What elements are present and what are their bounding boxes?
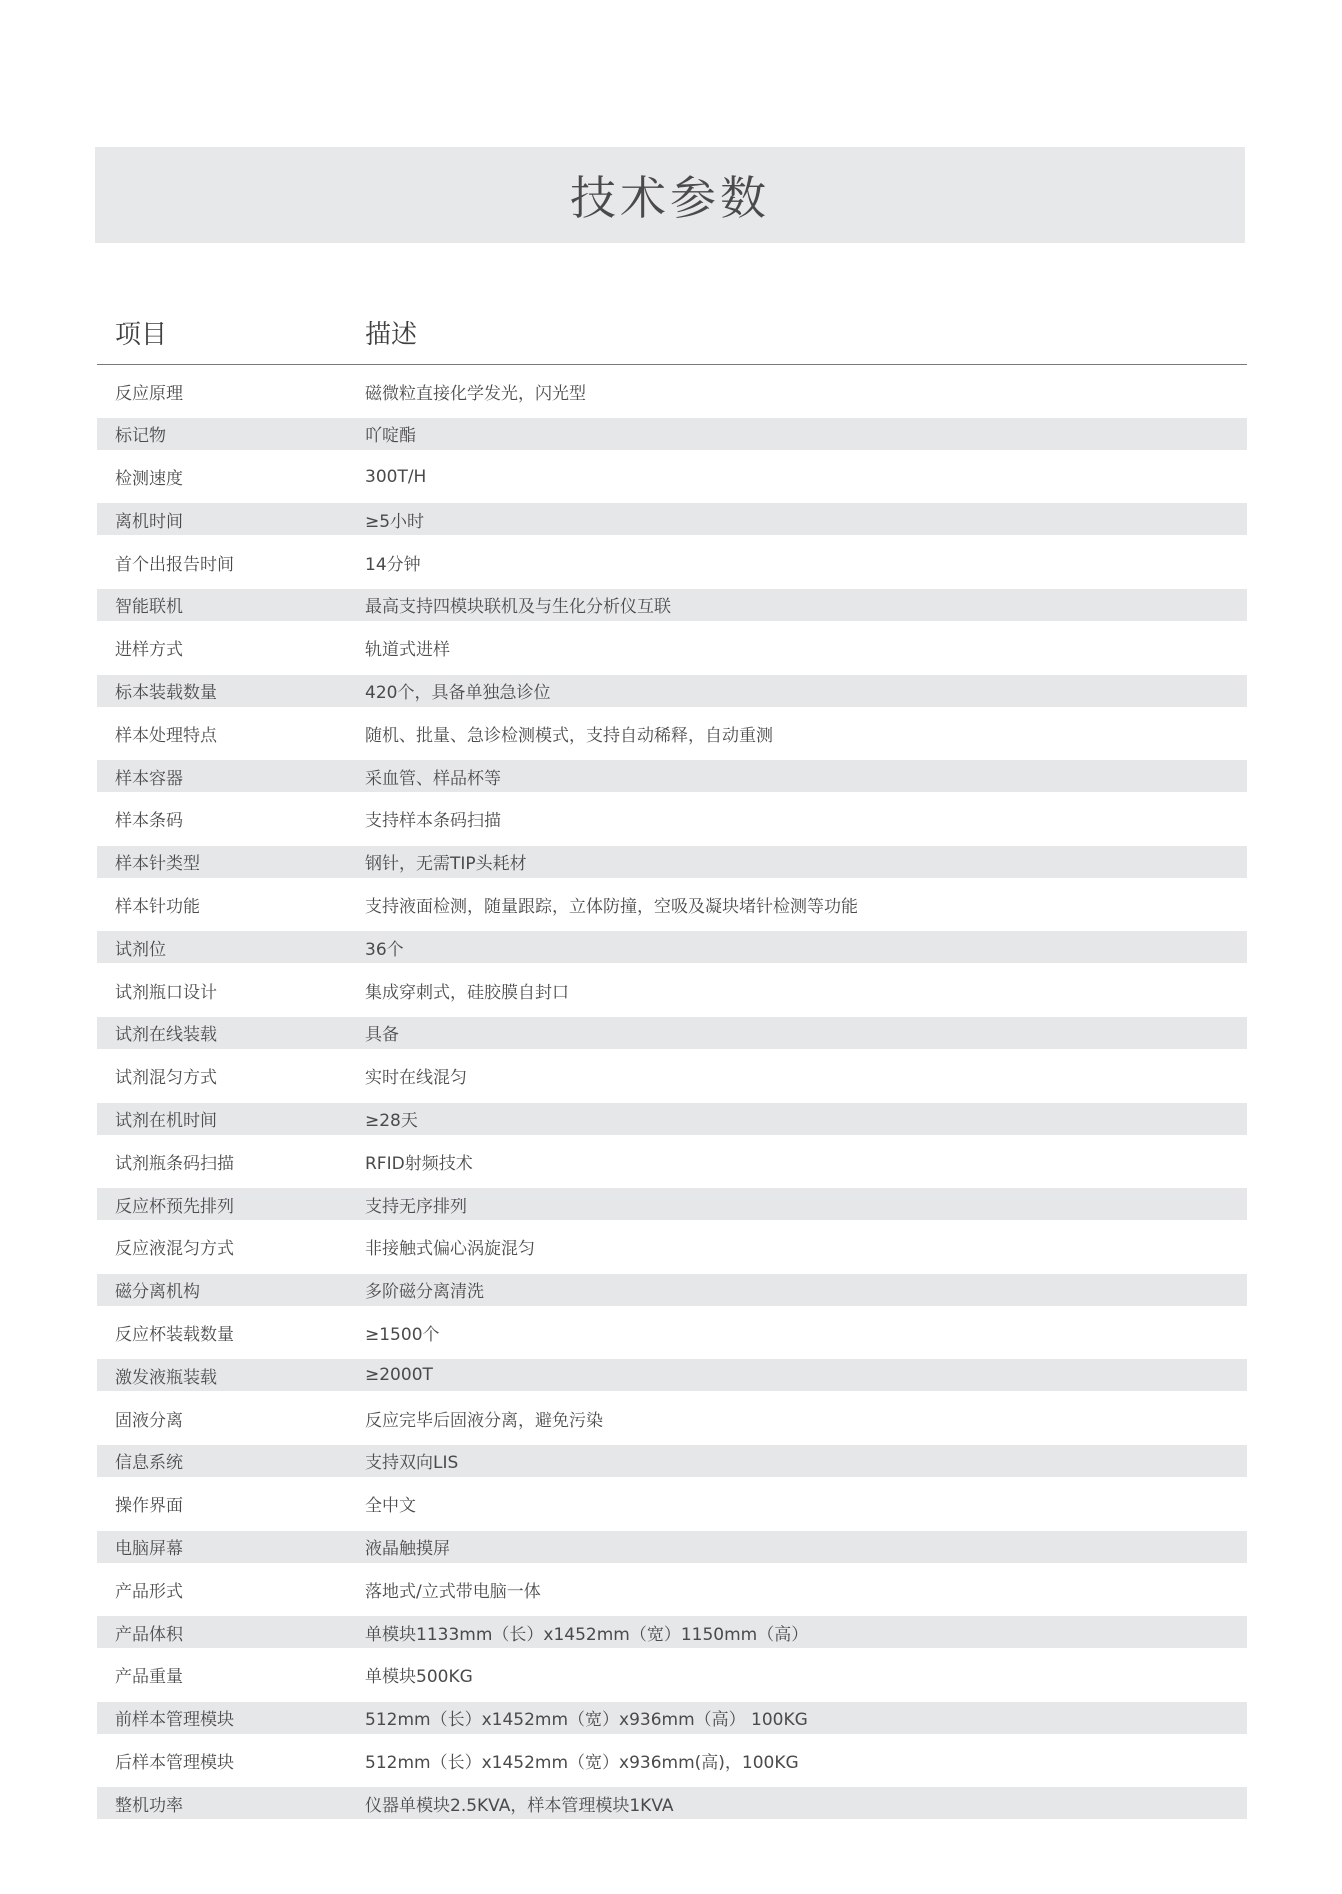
- table-row: [97, 546, 1247, 578]
- row-description: 最高支持四模块联机及与生化分析仪互联: [365, 597, 671, 618]
- row-item: 后样本管理模块: [115, 1753, 234, 1773]
- row-item: 进样方式: [115, 640, 183, 661]
- row-description: 多阶磁分离清洗: [365, 1282, 484, 1303]
- row-description: 300T/H: [365, 466, 427, 487]
- row-item: 标记物: [115, 426, 166, 447]
- row-item: 样本处理特点: [115, 725, 217, 746]
- row-description: 支持样本条码扫描: [365, 811, 501, 832]
- table-row: [97, 1659, 1247, 1691]
- row-item: 检测速度: [115, 469, 183, 490]
- row-description: ≥28天: [365, 1111, 418, 1132]
- table-row: [97, 375, 1247, 407]
- row-item: 反应杯预先排列: [115, 1196, 234, 1217]
- row-item: 试剂瓶条码扫描: [115, 1153, 234, 1174]
- row-description: 落地式/立式带电脑一体: [365, 1581, 541, 1602]
- table-row: [97, 1616, 1247, 1648]
- row-description: 单模块500KG: [365, 1667, 473, 1688]
- row-item: 前样本管理模块: [115, 1710, 234, 1731]
- row-description: 实时在线混匀: [365, 1068, 467, 1089]
- table-row: [97, 418, 1247, 450]
- table-row: [97, 1573, 1247, 1605]
- row-item: 激发液瓶装载: [115, 1367, 217, 1388]
- row-item: 试剂位: [115, 939, 166, 960]
- row-description: 钢针，无需TIP头耗材: [365, 854, 527, 875]
- table-row: [97, 503, 1247, 535]
- row-description: 反应完毕后固液分离，避免污染: [365, 1410, 603, 1431]
- table-row: [97, 1103, 1247, 1135]
- row-description: ≥5小时: [365, 511, 425, 532]
- table-row: [97, 803, 1247, 835]
- table-row: [97, 717, 1247, 749]
- row-description: 轨道式进样: [365, 640, 450, 661]
- row-description: 液晶触摸屏: [365, 1539, 450, 1560]
- row-description: ≥1500个: [365, 1325, 440, 1346]
- row-item: 样本针功能: [115, 897, 200, 918]
- table-row: [97, 675, 1247, 707]
- table-body: [97, 375, 1247, 1819]
- table-row: [97, 589, 1247, 621]
- row-item: 试剂混匀方式: [115, 1068, 217, 1089]
- row-description: 非接触式偏心涡旋混匀: [365, 1239, 535, 1260]
- row-item: 试剂在机时间: [115, 1111, 217, 1132]
- row-item: 样本条码: [115, 811, 183, 832]
- row-item: 电脑屏幕: [115, 1539, 183, 1560]
- row-description: 420个，具备单独急诊位: [365, 683, 551, 704]
- table-row: [97, 1317, 1247, 1349]
- table-row: [97, 1488, 1247, 1520]
- row-description: 仪器单模块2.5KVA，样本管理模块1KVA: [365, 1795, 674, 1816]
- row-item: 产品形式: [115, 1581, 183, 1602]
- table-row: [97, 1060, 1247, 1092]
- row-item: 产品重量: [115, 1667, 183, 1688]
- header-item: 项目: [115, 319, 168, 350]
- table-row: [97, 632, 1247, 664]
- row-item: 产品体积: [115, 1624, 183, 1645]
- row-description: 512mm（长）x1452mm（宽）x936mm（高） 100KG: [365, 1710, 808, 1731]
- row-item: 磁分离机构: [115, 1282, 200, 1303]
- row-item: 标本装载数量: [115, 683, 217, 704]
- table-row: [97, 974, 1247, 1006]
- row-description: 磁微粒直接化学发光，闪光型: [365, 383, 586, 404]
- row-description: 支持液面检测，随量跟踪，立体防撞，空吸及凝块堵针检测等功能: [365, 897, 858, 918]
- row-description: 36个: [365, 939, 404, 960]
- table-row: [97, 846, 1247, 878]
- table-row: [97, 1145, 1247, 1177]
- row-description: 支持双向LIS: [365, 1453, 459, 1474]
- row-item: 信息系统: [115, 1453, 183, 1474]
- row-description: 随机、批量、急诊检测模式，支持自动稀释，自动重测: [365, 725, 773, 746]
- table-row: [97, 1188, 1247, 1220]
- row-item: 反应原理: [115, 383, 183, 404]
- row-item: 智能联机: [115, 597, 183, 618]
- table-row: [97, 1017, 1247, 1049]
- row-description: 具备: [365, 1025, 399, 1046]
- table-row: [97, 1359, 1247, 1391]
- row-description: 采血管、样品杯等: [365, 768, 501, 789]
- table-row: [97, 889, 1247, 921]
- row-description: 单模块1133mm（长）x1452mm（宽）1150mm（高）: [365, 1624, 809, 1645]
- row-description: 支持无序排列: [365, 1196, 467, 1217]
- table-header: [97, 300, 1247, 365]
- row-item: 首个出报告时间: [115, 554, 234, 575]
- table-row: [97, 1445, 1247, 1477]
- row-item: 反应液混匀方式: [115, 1239, 234, 1260]
- row-description: 吖啶酯: [365, 426, 416, 447]
- table-row: [97, 1402, 1247, 1434]
- row-description: 512mm（长）x1452mm（宽）x936mm(高)，100KG: [365, 1753, 799, 1773]
- table-row: [97, 760, 1247, 792]
- spec-table: [97, 300, 1247, 1830]
- row-item: 试剂瓶口设计: [115, 982, 217, 1003]
- row-description: 全中文: [365, 1496, 416, 1517]
- row-description: 14分钟: [365, 554, 421, 575]
- row-item: 样本针类型: [115, 854, 200, 875]
- row-item: 样本容器: [115, 768, 183, 789]
- row-description: ≥2000T: [365, 1365, 433, 1386]
- row-description: RFID射频技术: [365, 1153, 473, 1174]
- row-item: 固液分离: [115, 1410, 183, 1431]
- table-row: [97, 1274, 1247, 1306]
- table-row: [97, 461, 1247, 493]
- title-band: [95, 147, 1245, 243]
- row-item: 反应杯装载数量: [115, 1325, 234, 1346]
- table-row: [97, 931, 1247, 963]
- row-description: 集成穿刺式，硅胶膜自封口: [365, 982, 569, 1003]
- table-row: [97, 1745, 1247, 1777]
- table-row: [97, 1531, 1247, 1563]
- table-row: [97, 1231, 1247, 1263]
- header-description: 描述: [365, 319, 418, 350]
- table-row: [97, 1702, 1247, 1734]
- row-item: 试剂在线装载: [115, 1025, 217, 1046]
- row-item: 离机时间: [115, 511, 183, 532]
- row-item: 整机功率: [115, 1795, 183, 1816]
- page-title: 技术参数: [570, 171, 770, 225]
- table-row: [97, 1787, 1247, 1819]
- row-item: 操作界面: [115, 1496, 183, 1517]
